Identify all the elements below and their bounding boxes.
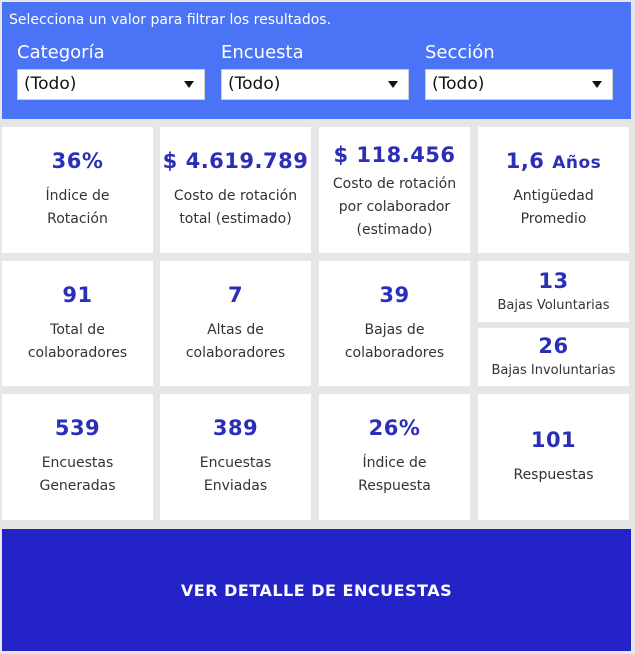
kpi-value: 39 [379,282,410,307]
categoria-select-value: (Todo) [24,74,77,94]
kpi-value: 539 [54,416,101,440]
categoria-select[interactable] [17,69,205,100]
kpi-label: Antigüedad Promedio [513,188,594,227]
kpi-encuestas-generadas [2,394,153,520]
kpi-label: Bajas de colaboradores [344,321,445,361]
kpi-bajas-voluntarias [478,261,629,322]
kpi-value: 13 [538,268,569,293]
chevron-down-icon[interactable] [592,81,602,88]
kpi-bajas-involuntarias [478,328,629,386]
ver-detalle-encuestas-button[interactable]: VER DETALLE DE ENCUESTAS [2,529,631,651]
kpi-label: Total de colaboradores [27,321,128,361]
kpi-value: 101 [530,427,577,452]
kpi-indice-respuesta [319,394,470,520]
kpi-value: $ 118.456 [333,142,456,167]
encuesta-select[interactable] [221,69,409,100]
kpi-costo-rotacion-total [160,127,311,253]
filter-panel [2,2,631,119]
kpi-altas-colaboradores [160,261,311,386]
kpi-label: Índice de Respuesta [358,455,431,494]
filter-seccion [425,42,613,100]
chevron-down-icon[interactable] [388,81,398,88]
kpi-label: Bajas Voluntarias [497,297,610,313]
filter-label-categoria: Categoría [17,42,105,63]
kpi-value: 91 [62,282,93,307]
encuesta-select-value: (Todo) [228,74,281,94]
kpi-value: 1,6 Años [505,149,602,173]
filter-encuesta [221,42,409,100]
kpi-encuestas-enviadas [160,394,311,520]
filter-hint: Selecciona un valor para filtrar los resultados. [9,12,332,28]
kpi-label: Costo de rotación total (estimado) [173,188,298,227]
chevron-down-icon[interactable] [184,81,194,88]
kpi-costo-rotacion-colaborador [319,127,470,253]
filter-label-encuesta: Encuesta [221,42,304,63]
kpi-value: 26 [538,334,569,358]
kpi-label: Altas de colaboradores [185,321,286,361]
kpi-bajas-colaboradores [319,261,470,386]
kpi-value: 7 [227,282,244,307]
kpi-label: Costo de rotación por colaborador (estimado) [332,175,457,238]
kpi-respuestas [478,394,629,520]
kpi-antiguedad-promedio [478,127,629,253]
filter-categoria [17,42,205,100]
seccion-select[interactable] [425,69,613,100]
kpi-total-colaboradores [2,261,153,386]
kpi-value: 36% [51,149,104,173]
kpi-indice-rotacion [2,127,153,253]
kpi-value: $ 4.619.789 [162,149,309,173]
seccion-select-value: (Todo) [432,74,485,94]
kpi-label: Encuestas Generadas [39,455,116,494]
kpi-label: Respuestas [513,466,594,483]
kpi-value: 389 [212,416,259,440]
kpi-label: Bajas Involuntarias [491,363,616,378]
kpi-label: Índice de Rotación [45,188,110,227]
kpi-value: 26% [368,416,421,440]
filter-label-seccion: Sección [425,42,495,63]
kpi-label: Encuestas Enviadas [199,455,272,494]
